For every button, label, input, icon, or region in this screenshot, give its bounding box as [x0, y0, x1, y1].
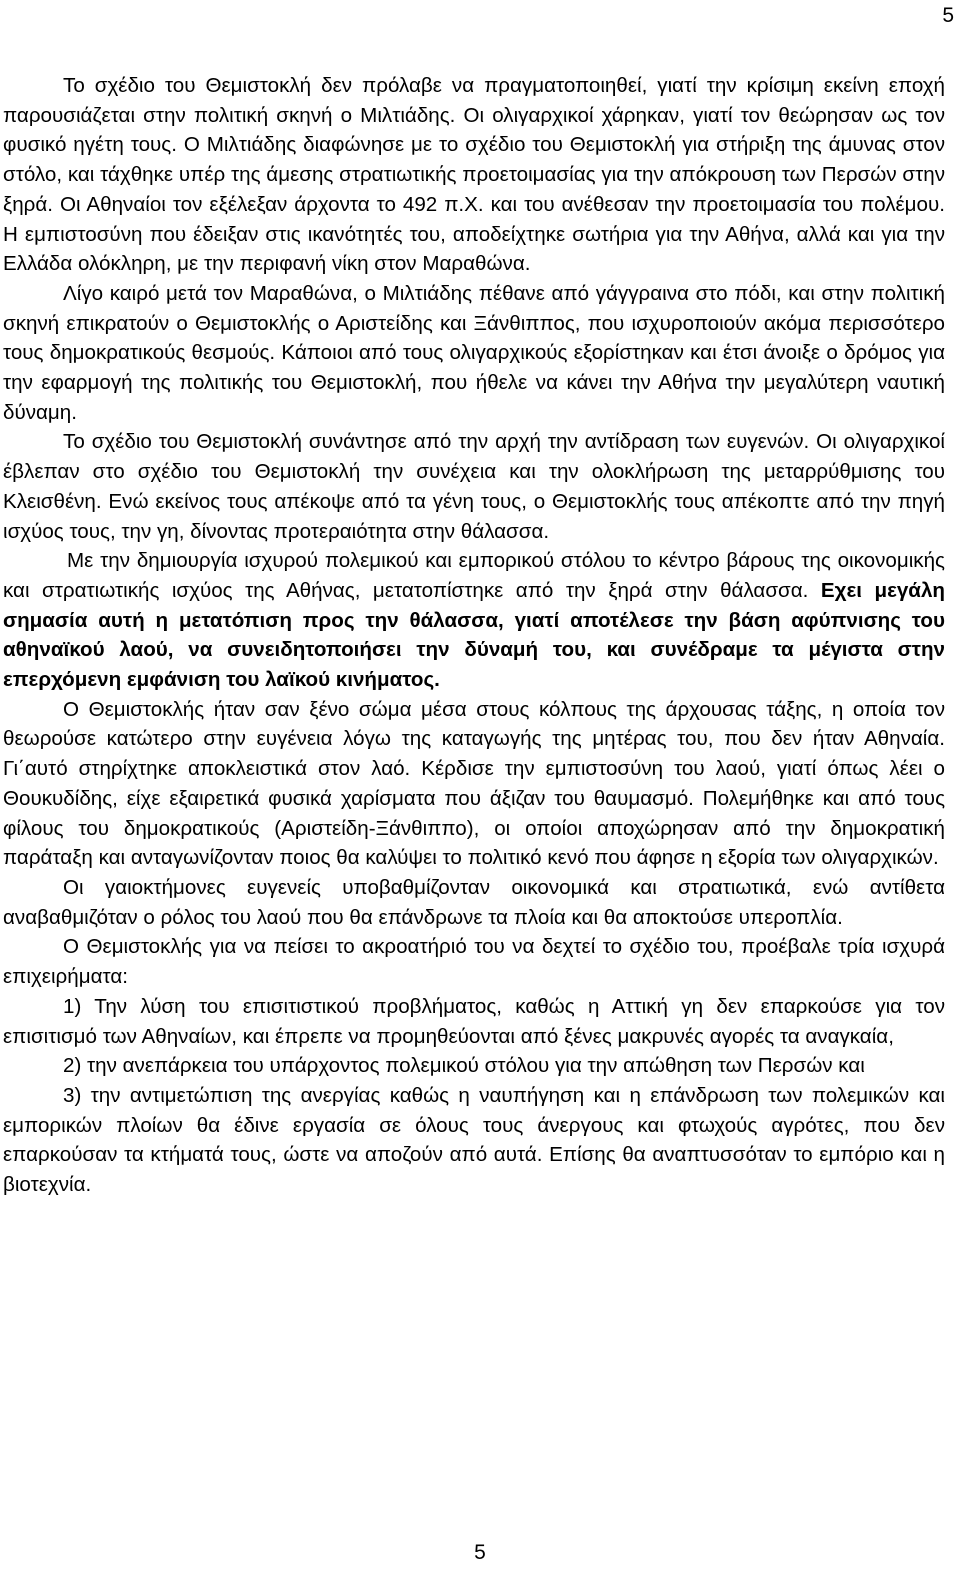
page-number-bottom: 5 — [474, 1541, 486, 1564]
argument-3: 3) την αντιμετώπιση της ανεργίας καθώς η ναυπήγηση και η επάνδρωση των πολεμικών και εμπορικών πλοίων θα έδινε εργασία σε όλους τους άνεργους και φτωχούς αγρότες, που δεν επαρκούσαν τα κτήματά τους, ώστε να αποζούν από αυτά. Επίσης θα αναπτυσσόταν το εμπόριο και η βιοτεχνία. — [3, 1083, 945, 1197]
argument-2: 2) την ανεπάρκεια του υπάρχοντος πολεμικού στόλου για την απώθηση των Περσών και — [63, 1054, 865, 1078]
paragraph-3: Το σχέδιο του Θεμιστοκλή συνάντησε από την αρχή την αντίδραση των ευγενών. Οι ολιγαρχικοί έβλεπαν στο σχέδιο του Θεμιστοκλή την συνέχεια και την ολοκλήρωση της μεταρρύθμισης του Κλεισθένη. Ενώ εκείνος τους απέκοψε από τα γένη τους, ο Θεμιστοκλής τους απέκοπτε από την πηγή ισχύος τους, την γη, δίνοντας προτεραιότητα στην θάλασσα. — [3, 430, 945, 543]
paragraph-1: Το σχέδιο του Θεμιστοκλή δεν πρόλαβε να πραγματοποιηθεί, γιατί την κρίσιμη εκείνη εποχή παρουσιάζεται στην πολιτική σκηνή ο Μιλτιάδης. Οι ολιγαρχικοί χάρηκαν, γιατί τον θεώρησαν ως τον φυσικό ηγέτη τους. Ο Μιλτιάδης διαφώνησε με το σχέδιο του Θεμιστοκλή για στήριξη της άμυνας στον στόλο, και τάχθηκε υπέρ της άμεσης στρατιωτικής προετοιμασίας για την απόκρουση των Περσών στην ξηρά. Οι Αθηναίοι τον εξέλεξαν άρχοντα το 492 π.Χ. και του ανέθεσαν την προετοιμασία του πολέμου. Η εμπιστοσύνη που έδειξαν στις ικανότητές του, αποδείχτηκε σωτήρια για την Αθήνα, αλλά και για την Ελλάδα ολόκληρη, με την περιφανή νίκη στον Μαραθώνα. — [3, 74, 945, 276]
paragraph-5: Ο Θεμιστοκλής ήταν σαν ξένο σώμα μέσα στους κόλπους της άρχουσας τάξης, η οποία τον θεωρούσε κατώτερο στην ευγένεια λόγω της καταγωγής της μητέρας του, που δεν ήταν Αθηναία. Γι΄αυτό στηρίχτηκε αποκλειστικά στον λαό. Κέρδισε την εμπιστοσύνη του λαού, γιατί όπως λέει ο Θουκυδίδης, είχε εξαιρετικά φυσικά χαρίσματα που άξιζαν του θαυμασμό. Πολεμήθηκε και από τους φίλους του δημοκρατικούς (Αριστείδη-Ξάνθιππο), οι οποίοι αποχώρησαν από την δημοκρατική παράταξη και ανταγωνίζονταν ποιος θα καλύψει το πολιτικό κενό που άφησε η εξορία των ολιγαρχικών. — [3, 697, 945, 870]
paragraph-7: Ο Θεμιστοκλής για να πείσει το ακροατήριό του να δεχτεί το σχέδιο του, προέβαλε τρία ισχυρά επιχειρήματα: — [3, 935, 945, 989]
document-body — [3, 71, 945, 1200]
page-number-top: 5 — [942, 4, 954, 27]
paragraph-2: Λίγο καιρό μετά τον Μαραθώνα, ο Μιλτιάδης πέθανε από γάγγραινα στο πόδι, και στην πολιτική σκηνή επικρατούν ο Θεμιστοκλής ο Αριστείδης και Ξάνθιππος, που ισχυροποιούν ακόμα περισσότερο τους δημοκρατικούς θεσμούς. Κάποιοι από τους ολιγαρχικούς εξορίστηκαν και έτσι άνοιξε ο δρόμος για την εφαρμογή της πολιτικής του Θεμιστοκλή, που ήθελε να κάνει την Αθήνα την μεγαλύτερη ναυτική δύναμη. — [3, 281, 945, 424]
paragraph-6: Οι γαιοκτήμονες ευγενείς υποβαθμίζονταν οικονομικά και στρατιωτικά, ενώ αντίθετα αναβαθμιζόταν ο ρόλος του λαού που θα επάνδρωνε τα πλοία και θα αποκτούσε υπεροπλία. — [3, 875, 945, 929]
paragraph-4 — [3, 546, 945, 695]
paragraph-4-text: Με την δημιουργία ισχυρού πολεμικού και εμπορικού στόλου το κέντρο βάρους της οικονομικής και στρατιωτικής ισχύος της Αθήνας, μετατοπίστηκε από την ξηρά στην θάλασσα. — [3, 549, 945, 602]
paragraph-4-emphasis: Εχει μεγάλη σημασία αυτή η μετατόπιση προς την θάλασσα, γιατί αποτέλεσε την βάση αφύπνισης του αθηναϊκού λαού, να συνειδητοποιήσει την δύναμή του, και συνέδραμε τα μέγιστα στην επερχόμενη εμφάνιση του λαϊκού κινήματος. — [3, 578, 945, 692]
argument-1: 1) Την λύση του επισιτιστικού προβλήματος, καθώς η Αττική γη δεν επαρκούσε για τον επισιτισμό των Αθηναίων, και έπρεπε να προμηθεύονται από ξένες μακρυνές αγορές τα αναγκαία, — [3, 994, 945, 1048]
